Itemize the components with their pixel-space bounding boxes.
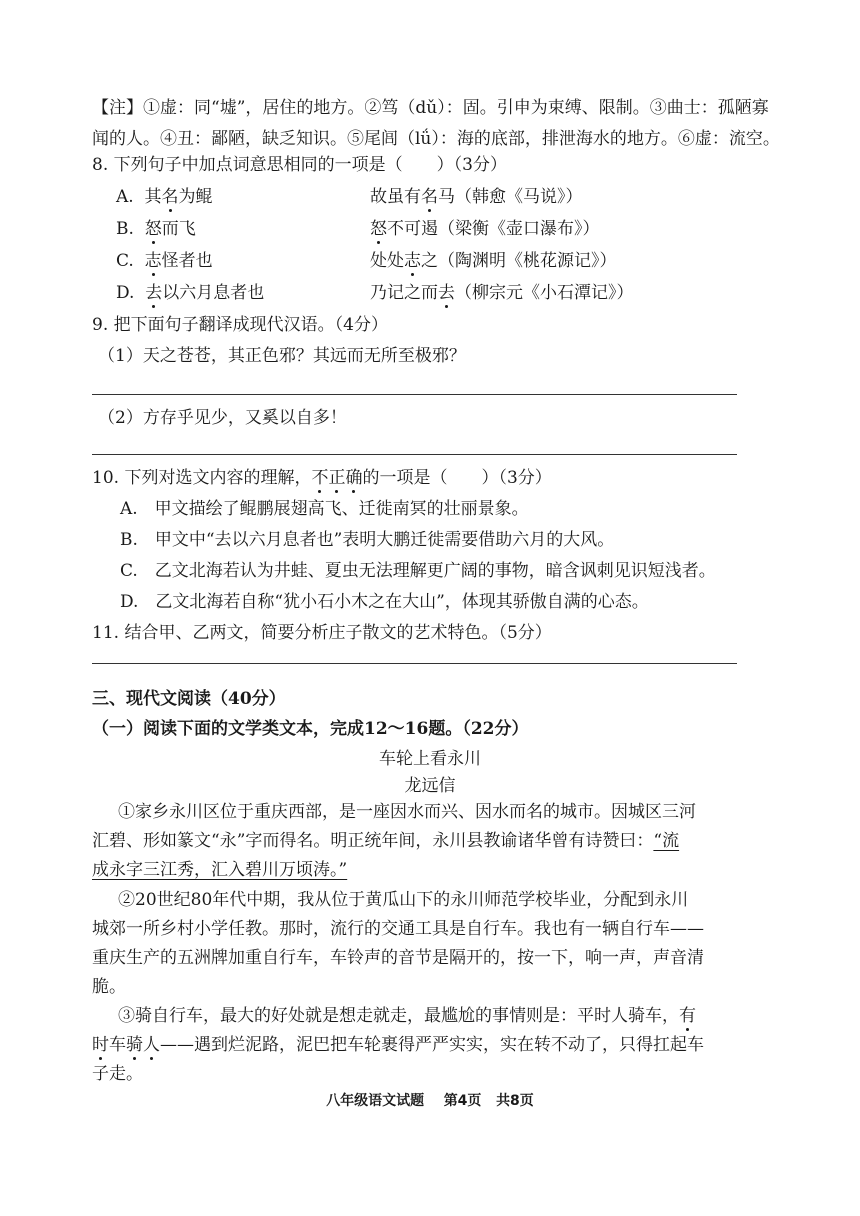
q8-option-d-compare bbox=[370, 281, 634, 305]
q8-option-c-compare bbox=[370, 249, 617, 273]
q8-option-d bbox=[116, 281, 264, 305]
option-text: 怪者也 bbox=[161, 251, 213, 271]
q8-option-c bbox=[116, 249, 213, 273]
paragraph-2-line-3: 重庆生产的五洲牌加重自行车，车铃声的音节是隔开的，按一下，响一声，声音清 bbox=[92, 948, 704, 968]
answer-line-q9-1[interactable] bbox=[92, 394, 737, 395]
dotted-char: 名 bbox=[421, 187, 438, 207]
compare-text: 故虽有 bbox=[370, 187, 421, 207]
dotted-char: 去 bbox=[145, 283, 163, 303]
option-text: 而飞 bbox=[161, 219, 196, 239]
note-line-2: 闻的人。④丑：鄙陋，缺乏知识。⑤尾闾（lǘ）：海的底部，排泄海水的地方。⑥虚：流空。 bbox=[92, 129, 780, 149]
q9-sentence-1: （1）天之苍苍，其正色邪？其远而无所至极邪？ bbox=[98, 346, 466, 366]
compare-text: 马（韩愈《马说》） bbox=[438, 187, 583, 207]
q8-option-a-compare bbox=[370, 185, 583, 209]
q10-option-a: A. 甲文描绘了鲲鹏展翅高飞、迁徙南冥的壮丽景象。 bbox=[120, 499, 529, 519]
dotted-char: 正 bbox=[328, 468, 346, 488]
q8-option-b-compare bbox=[370, 217, 600, 241]
question-10-stem bbox=[92, 466, 552, 490]
dotted-char: 去 bbox=[438, 283, 455, 303]
option-label: B. bbox=[116, 219, 134, 239]
paragraph-text: 汇碧、形如篆文“永”字而得名。明正统年间，永川县教谕诸华曾有诗赞曰： bbox=[92, 831, 654, 851]
paragraph-3-line-3: 子走。 bbox=[92, 1064, 143, 1084]
compare-text: 之（陶渊明《桃花源记》） bbox=[421, 251, 617, 271]
question-11-stem: 11. 结合甲、乙两文，简要分析庄子散文的艺术特色。（5分） bbox=[92, 623, 552, 643]
article-author: 龙远信 bbox=[404, 776, 456, 796]
option-label: C. bbox=[116, 251, 134, 271]
paragraph-1-line-2 bbox=[92, 829, 679, 853]
underlined-quote: “流 bbox=[653, 831, 680, 851]
footer-exam-name: 八年级语文试题 bbox=[326, 1093, 425, 1109]
article-title: 车轮上看永川 bbox=[379, 749, 481, 769]
compare-text: （柳宗元《小石潭记》） bbox=[455, 283, 634, 303]
q8-option-a bbox=[116, 185, 213, 209]
q10-option-d: D. 乙文北海若自称“犹小石小木之在大山”，体现其骄傲自满的心态。 bbox=[120, 592, 649, 612]
stem-text: 10. 下列对选文内容的理解， bbox=[92, 468, 312, 488]
page-footer bbox=[0, 1091, 860, 1111]
dotted-char: 怒 bbox=[370, 219, 387, 239]
footer-total-pages: 共8页 bbox=[496, 1093, 534, 1109]
answer-line-q9-2[interactable] bbox=[92, 454, 737, 455]
dotted-char: 人 bbox=[143, 1035, 160, 1055]
dotted-char: 名 bbox=[161, 187, 179, 207]
option-label: A. bbox=[116, 187, 134, 207]
option-text: 以六月息者也 bbox=[162, 283, 265, 303]
paragraph-text: 车 bbox=[109, 1035, 126, 1055]
question-8-stem: 8. 下列句子中加点词意思相同的一项是（ ）（3分） bbox=[92, 155, 507, 175]
option-text: 为鲲 bbox=[178, 187, 213, 207]
q10-option-b: B. 甲文中“去以六月息者也”表明大鹏迁徙需要借助六月的大风。 bbox=[120, 530, 615, 550]
dotted-char: 有 bbox=[679, 1006, 696, 1026]
paragraph-3-line-1 bbox=[118, 1004, 696, 1028]
paragraph-2-line-1: ②20世纪80年代中期，我从位于黄瓜山下的永川师范学校毕业，分配到永川 bbox=[118, 890, 689, 910]
dotted-char: 志 bbox=[404, 251, 421, 271]
option-label: D. bbox=[116, 283, 135, 303]
underlined-quote: 成永字三江秀，汇入碧川万顷涛。” bbox=[92, 860, 348, 880]
q8-option-b bbox=[116, 217, 196, 241]
dotted-char: 确 bbox=[345, 468, 363, 488]
question-9-stem: 9. 把下面句子翻译成现代汉语。（4分） bbox=[92, 315, 388, 335]
dotted-char: 时 bbox=[92, 1035, 109, 1055]
footer-page-number: 第4页 bbox=[443, 1093, 482, 1109]
dotted-char: 骑 bbox=[126, 1035, 143, 1055]
answer-line-q11[interactable] bbox=[92, 663, 737, 664]
compare-text: 乃记之而 bbox=[370, 283, 438, 303]
q9-sentence-2: （2）方存乎见少，又奚以自多！ bbox=[98, 408, 347, 428]
compare-text: 不可遏（梁衡《壶口瀑布》） bbox=[387, 219, 600, 239]
option-text: 其 bbox=[144, 187, 162, 207]
q10-option-c: C. 乙文北海若认为井蛙、夏虫无法理解更广阔的事物，暗含讽刺见识短浅者。 bbox=[120, 561, 716, 581]
stem-text: 的一项是（ ）（3分） bbox=[362, 468, 552, 488]
dotted-char: 志 bbox=[144, 251, 162, 271]
dotted-char: 怒 bbox=[144, 219, 162, 239]
note-line-1: 【注】①虚：同“墟”，居住的地方。②笃（dǔ）：固。引申为束缚、限制。③曲士：孤陋寡 bbox=[92, 98, 769, 118]
paragraph-2-line-2: 城郊一所乡村小学任教。那时，流行的交通工具是自行车。我也有一辆自行车—— bbox=[92, 919, 704, 939]
paragraph-1-line-3 bbox=[92, 858, 347, 882]
paragraph-1-line-1: ①家乡永川区位于重庆西部，是一座因水而兴、因水而名的城市。因城区三河 bbox=[118, 802, 696, 822]
paragraph-2-line-4: 脆。 bbox=[92, 977, 126, 997]
paragraph-text: ③骑自行车，最大的好处就是想走就走，最尴尬的事情则是：平时人骑车， bbox=[118, 1006, 679, 1026]
paragraph-text: ——遇到烂泥路，泥巴把车轮裹得严严实实，实在转不动了，只得扛起车 bbox=[160, 1035, 704, 1055]
section-subtitle: （一）阅读下面的文学类文本，完成12～16题。（22分） bbox=[92, 719, 529, 739]
paragraph-3-line-2 bbox=[92, 1033, 704, 1057]
compare-text: 处处 bbox=[370, 251, 404, 271]
dotted-char: 不 bbox=[311, 468, 329, 488]
section-title: 三、现代文阅读（40分） bbox=[92, 689, 286, 709]
